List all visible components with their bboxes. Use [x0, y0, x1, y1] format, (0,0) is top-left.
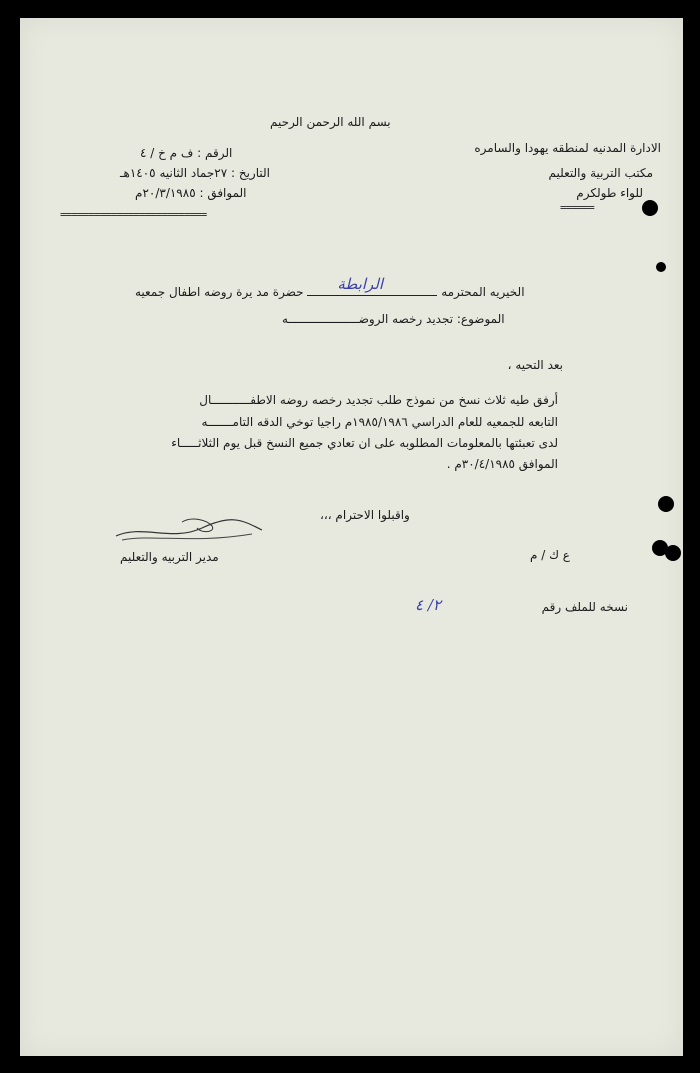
body-line-1: أرفق طيه ثلاث نسخ من نموذج طلب تجديد رخصه روضه الاطفـــــــــــال: [199, 393, 558, 407]
greeting: بعد التحيه ،: [507, 358, 563, 372]
body-line-4: الموافق ٣٠/٤/١٩٨٥م .: [446, 457, 558, 471]
reference-number: الرقم : ف م خ / ٤: [140, 146, 233, 160]
body-line-3: لدى تعبئتها بالمعلومات المطلوبه على ان تعادي جميع النسخ قبل يوم الثلاثـــــاء: [171, 436, 558, 450]
district-name: للواء طولكرم: [576, 186, 643, 200]
document-page: [20, 18, 683, 1056]
punch-hole-5: [665, 545, 681, 561]
body-line-2: التابعه للجمعيه للعام الدراسي ١٩٨٥/١٩٨٦م راجيا توخي الدقه التامـــــــه: [201, 415, 558, 429]
subject-line: الموضوع: تجديد رخصه الروضــــــــــــــــــــه: [282, 312, 505, 326]
punch-hole-2: [656, 262, 666, 272]
punch-hole-3: [658, 496, 674, 512]
closing: واقبلوا الاحترام ،،،: [320, 508, 410, 522]
authority-name: الادارة المدنيه لمنطقه يهودا والسامره: [474, 141, 661, 155]
addressee-handwritten-name: الرابطة: [337, 275, 384, 293]
punch-hole-1: [642, 200, 658, 216]
addressee-line: [135, 275, 525, 299]
gregorian-date: الموافق : ٢٠/٣/١٩٨٥م: [135, 186, 247, 200]
copy-to-file-number: ٢/ ٤: [415, 596, 441, 614]
district-underline: ======: [560, 201, 594, 214]
basmala: بسم الله الرحمن الرحيم: [270, 115, 391, 129]
signature-title: مدير التربيه والتعليم: [120, 550, 219, 564]
copy-to-file-label: نسخه للملف رقم: [541, 600, 628, 614]
office-name: مكتب التربية والتعليم: [548, 166, 653, 180]
hijri-date: التاريخ : ٢٧جماد الثانيه ١٤٠٥هـ: [120, 166, 270, 180]
addressee-blank: [307, 275, 437, 296]
signature-scribble: [112, 514, 272, 550]
typist-initials: ع ك / م: [530, 548, 570, 562]
addressee-suffix: الخيريه المحترمه: [441, 285, 525, 299]
addressee-prefix: حضرة مد يرة روضه اطفال جمعيه: [135, 285, 304, 299]
header-divider: ==========================: [60, 208, 207, 221]
